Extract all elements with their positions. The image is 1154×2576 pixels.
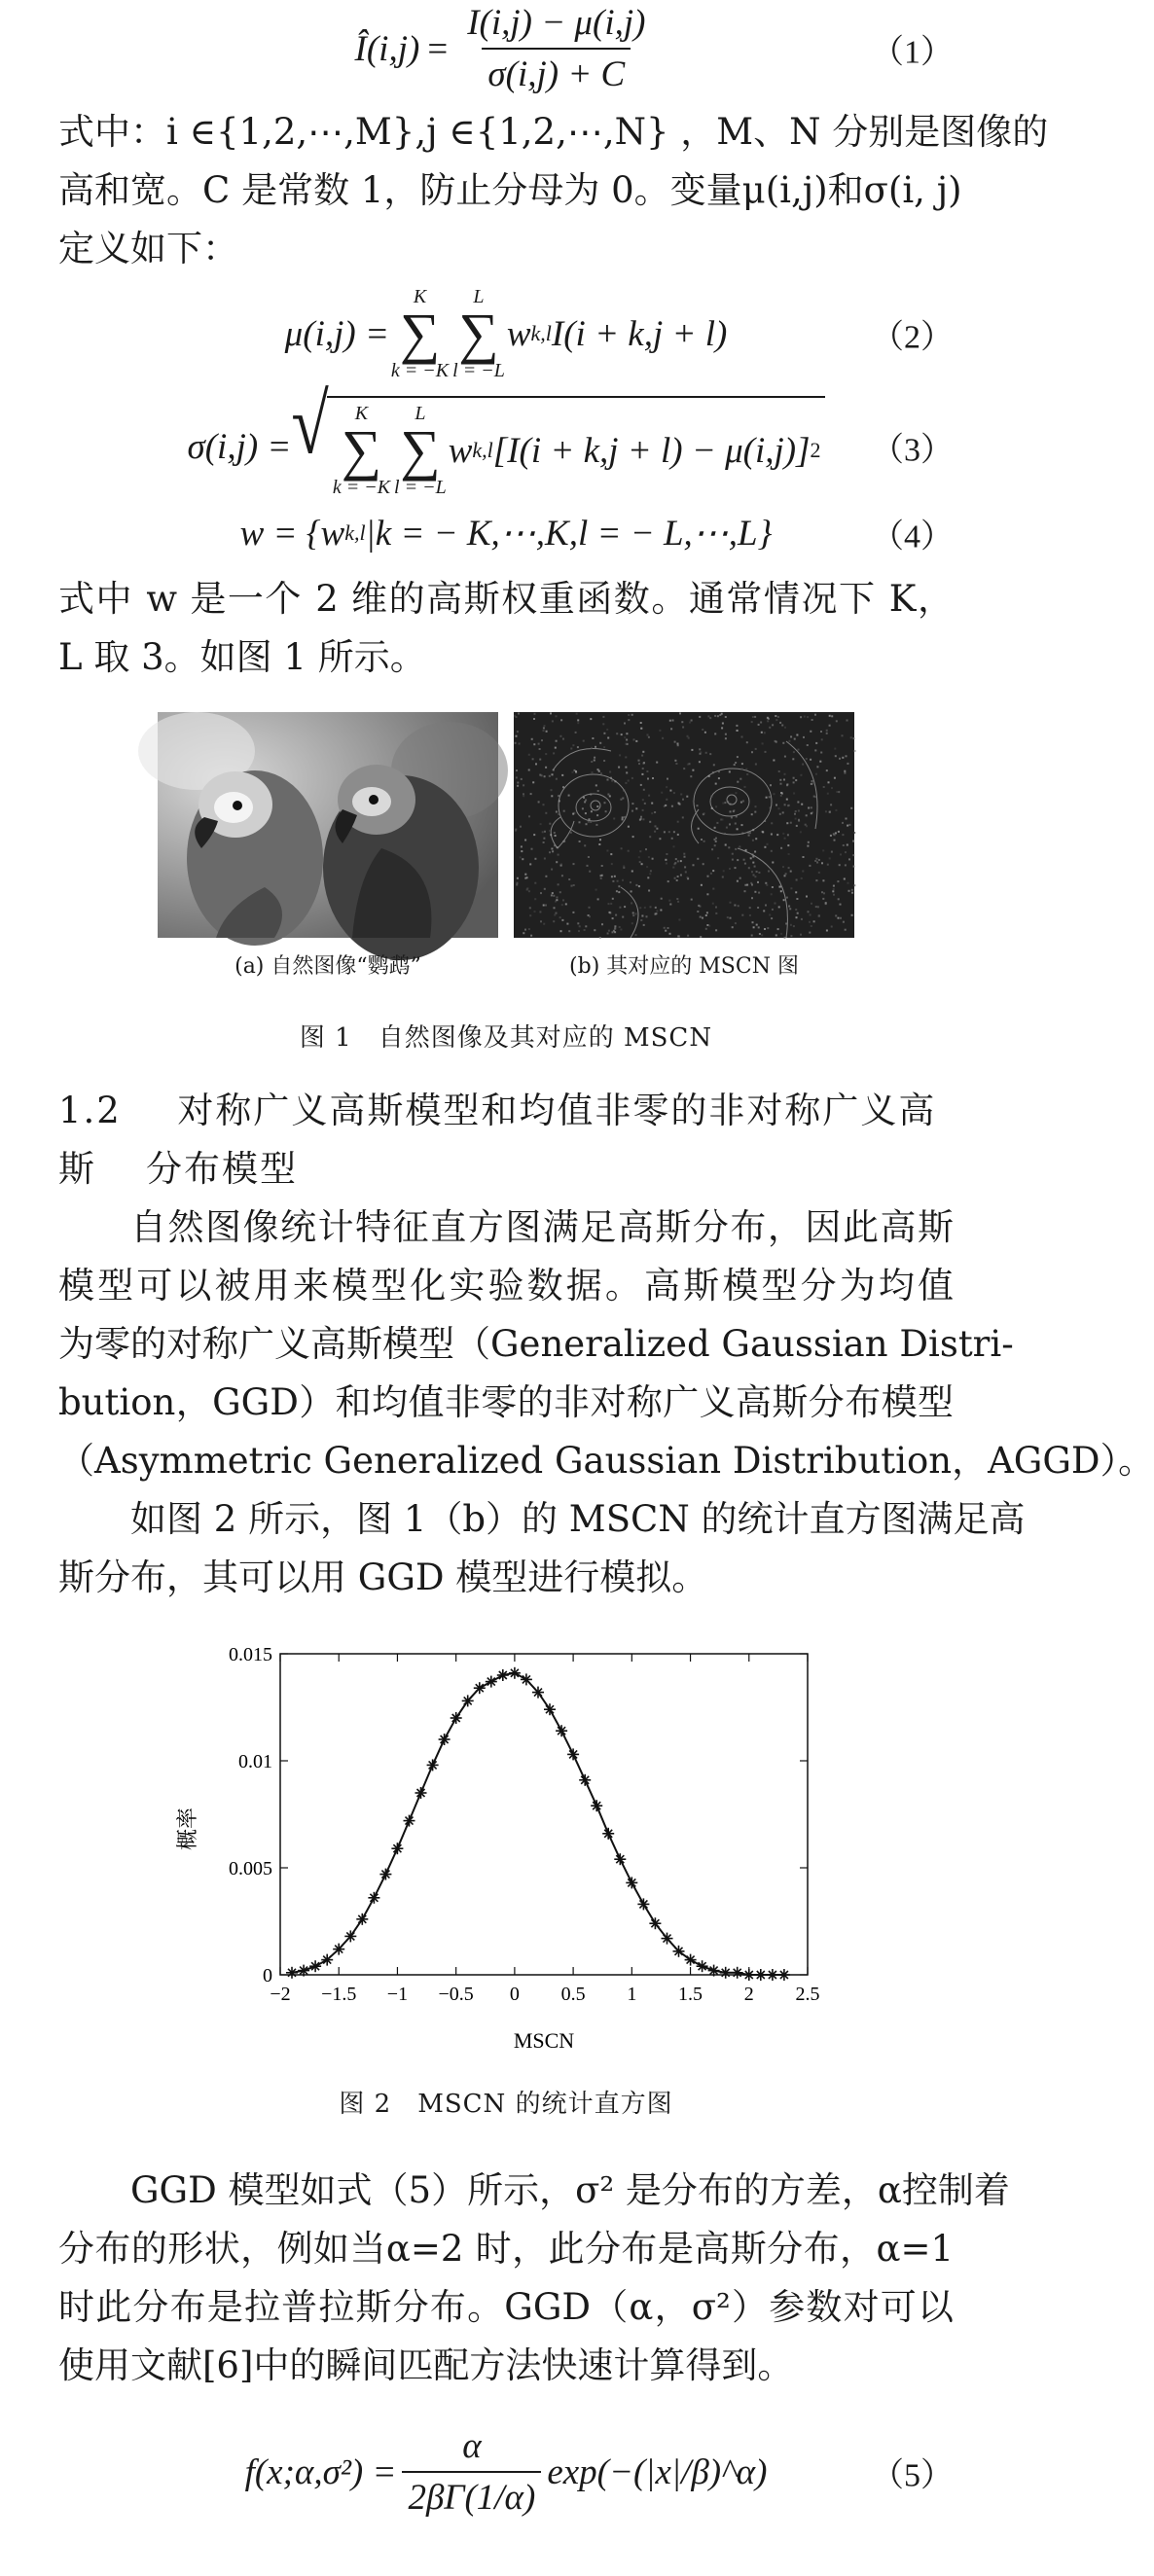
paragraph-5-line-3: 时此分布是拉普拉斯分布。GGD（α，σ²）参数对可以 [58, 2286, 954, 2328]
eq4-pre: w = {w [239, 513, 345, 554]
eq2-sum-l: L ∑ l = −L [452, 286, 505, 381]
figure-1a-caption: (a) 自然图像“鹦鹉” [234, 954, 421, 979]
chart-series [286, 1667, 790, 1981]
data-point [486, 1676, 497, 1688]
eq2-lower-k: k = −K [390, 359, 450, 381]
data-point [614, 1853, 626, 1865]
data-point [732, 1967, 743, 1979]
eq3-lower-l: l = −L [394, 476, 447, 498]
y-tick-label: 0.005 [229, 1858, 272, 1879]
eq4-sub: k,l [344, 520, 366, 545]
eq1-lhs: Î(i,j) [354, 28, 420, 69]
series-line [292, 1673, 784, 1975]
paragraph-3-line-2: 模型可以被用来模型化实验数据。高斯模型分为均值 [58, 1265, 954, 1306]
paragraph-4-line-1: 如图 2 所示，图 1（b）的 MSCN 的统计直方图满足高 [130, 1498, 1026, 1540]
data-point [579, 1774, 591, 1786]
eq3-term: [I(i + k,j + l) − μ(i,j)] [492, 430, 811, 471]
x-tick-label: 1.5 [678, 1984, 703, 2005]
eq2-sum-k: K ∑ k = −K [390, 286, 450, 381]
eq4-post: |k = − K,⋯,K,l = − L,⋯,L} [365, 514, 773, 554]
data-point [602, 1828, 614, 1840]
eq3-sum-k: K ∑ k = −K [332, 403, 391, 498]
data-point [720, 1967, 732, 1979]
eq3-weight-sub: k,l [472, 438, 493, 462]
eq3-lhs: σ(i,j) = [187, 426, 292, 467]
data-point [356, 1914, 368, 1925]
paragraph-1-line-3: 定义如下： [58, 228, 238, 269]
data-point [497, 1669, 509, 1681]
data-point [743, 1969, 755, 1981]
eq2-number: （2） [871, 319, 954, 356]
x-tick-label: 0.5 [560, 1984, 586, 2005]
data-point [309, 1960, 321, 1972]
x-tick-label: 1 [627, 1984, 637, 2005]
eq5-numerator: α [462, 2426, 482, 2466]
eq3-term-sup: 2 [810, 438, 821, 462]
data-point [404, 1815, 415, 1827]
paragraph-3-line-5: （Asymmetric Generalized Gaussian Distribution，AGGD）。 [58, 1440, 1154, 1482]
data-point [427, 1759, 439, 1771]
section-number: 1.2 [58, 1090, 122, 1131]
y-tick-label: 0.01 [238, 1751, 272, 1772]
figure-1-caption: 图 1 自然图像及其对应的 MSCN [299, 1023, 713, 1053]
chart-x-axis-label: MSCN [513, 2028, 575, 2053]
eq2-lhs: μ(i,j) = [284, 313, 389, 354]
eq2-lower-l: l = −L [452, 359, 505, 381]
eq5-exp: exp(−(|x|/β)^α) [547, 2451, 768, 2492]
eq3-weight: w [448, 430, 473, 471]
chart-y-axis-label: 概率 [176, 1807, 200, 1851]
paragraph-3-line-1: 自然图像统计特征直方图满足高斯分布，因此高斯 [130, 1206, 954, 1248]
eq5-fraction [402, 2425, 541, 2519]
data-point [556, 1725, 567, 1736]
eq2-term: I(i + k,j + l) [551, 313, 728, 354]
y-tick-label: 0 [263, 1965, 272, 1986]
paragraph-5-line-2: 分布的形状，例如当α=2 时，此分布是高斯分布，α=1 [58, 2228, 954, 2270]
eq5-number: （5） [871, 2457, 954, 2494]
section-title-line-1: 对称广义高斯模型和均值非零的非对称广义高斯 [58, 1090, 937, 1190]
mscn-map [514, 712, 854, 938]
x-tick-label: 2 [743, 1984, 754, 2005]
data-point [767, 1969, 778, 1981]
data-point [368, 1892, 379, 1904]
equation-3 [58, 378, 954, 500]
data-point [637, 1898, 649, 1910]
x-tick-label: −0.5 [438, 1984, 474, 2005]
equation-2 [58, 280, 954, 387]
eq3-sqrt: √ K ∑ k = −K L ∑ l = −L w k,l [I(i + k,j + l) − μ(i,j)] 2 [291, 396, 824, 496]
eq5-lhs: f(x;α,σ²) = [244, 2451, 397, 2492]
paragraph-2-line-2: L 取 3。如图 1 所示。 [58, 636, 426, 678]
x-tick-label: −1.5 [321, 1984, 357, 2005]
data-point [591, 1800, 602, 1811]
data-point [439, 1734, 451, 1745]
eq3-upper-k: K [354, 403, 369, 425]
eq3-lower-k: k = −K [332, 476, 391, 498]
eq2-weight-sub: k,l [530, 321, 552, 345]
data-point [379, 1869, 391, 1880]
paragraph-3-line-4: bution，GGD）和均值非零的非对称广义高斯分布模型 [58, 1381, 954, 1423]
eq3-number: （3） [871, 432, 954, 469]
data-point [626, 1877, 637, 1888]
figure-2-caption: 图 2 MSCN 的统计直方图 [339, 2090, 673, 2119]
data-point [778, 1969, 790, 1981]
data-point [544, 1703, 556, 1715]
paragraph-2-line-1: 式中 w 是一个 2 维的高斯权重函数。通常情况下 K， [58, 578, 954, 620]
eq1-fraction [461, 2, 651, 95]
eq3-upper-l: L [415, 403, 426, 425]
eq3-sum-l: L ∑ l = −L [394, 403, 447, 498]
eq1-denominator: σ(i,j) + C [482, 48, 631, 95]
equation-1: Î(i,j) = $\frac{I(i,j) - \mu(i,j)}{\sigma(i,j) + C}$ （1） [354, 3, 954, 94]
eq2-upper-l: L [473, 286, 485, 308]
eq2-upper-k: K [413, 286, 427, 308]
data-point [451, 1712, 462, 1724]
paragraph-5-line-4: 使用文献[6]中的瞬间匹配方法快速计算得到。 [58, 2344, 794, 2386]
paragraph-5-line-1: GGD 模型如式（5）所示，σ² 是分布的方差，α控制着 [130, 2169, 1010, 2211]
eq1-numerator: I(i,j) − μ(i,j) [467, 3, 646, 43]
chart-ticks [229, 1644, 820, 2005]
data-point [755, 1969, 767, 1981]
x-tick-label: −1 [386, 1984, 409, 2005]
paragraph-4-line-2: 斯分布，其可以用 GGD 模型进行模拟。 [58, 1556, 708, 1598]
eq2-weight: w [506, 313, 531, 354]
eq1-number: （1） [871, 34, 954, 71]
eq5-denominator: 2βΓ(1/α) [402, 2471, 541, 2519]
equation-4 [58, 504, 954, 562]
equation-5 [58, 2409, 954, 2535]
figure-1b-mscn-image [514, 712, 854, 938]
y-tick-label: 0.015 [229, 1644, 272, 1665]
data-point [286, 1967, 298, 1979]
x-tick-label: −2 [270, 1984, 291, 2005]
data-point [567, 1748, 579, 1760]
paragraph-1-line-1: 式中：i ∈{1,2,⋯,M},j ∈{1,2,⋯,N} ，M、N 分别是图像的 [58, 111, 1049, 153]
data-point [697, 1960, 708, 1972]
parrots-photo [158, 712, 498, 938]
figure-1b-caption: (b) 其对应的 MSCN 图 [569, 954, 799, 979]
data-point [509, 1667, 521, 1679]
section-title-line-2: 分布模型 [146, 1148, 298, 1190]
x-tick-label: 0 [509, 1984, 520, 2005]
mscn-histogram-chart [165, 1634, 847, 2062]
paragraph-3-line-3: 为零的对称广义高斯模型（Generalized Gaussian Distri- [58, 1323, 1014, 1365]
eq4-number: （4） [871, 519, 954, 555]
figure-1a-parrots-image [158, 712, 498, 938]
paragraph-1-line-2: 高和宽。C 是常数 1，防止分母为 0。变量μ(i,j)和σ(i, j) [58, 169, 962, 211]
data-point [391, 1843, 403, 1854]
x-tick-label: 2.5 [795, 1984, 820, 2005]
data-point [415, 1787, 427, 1799]
